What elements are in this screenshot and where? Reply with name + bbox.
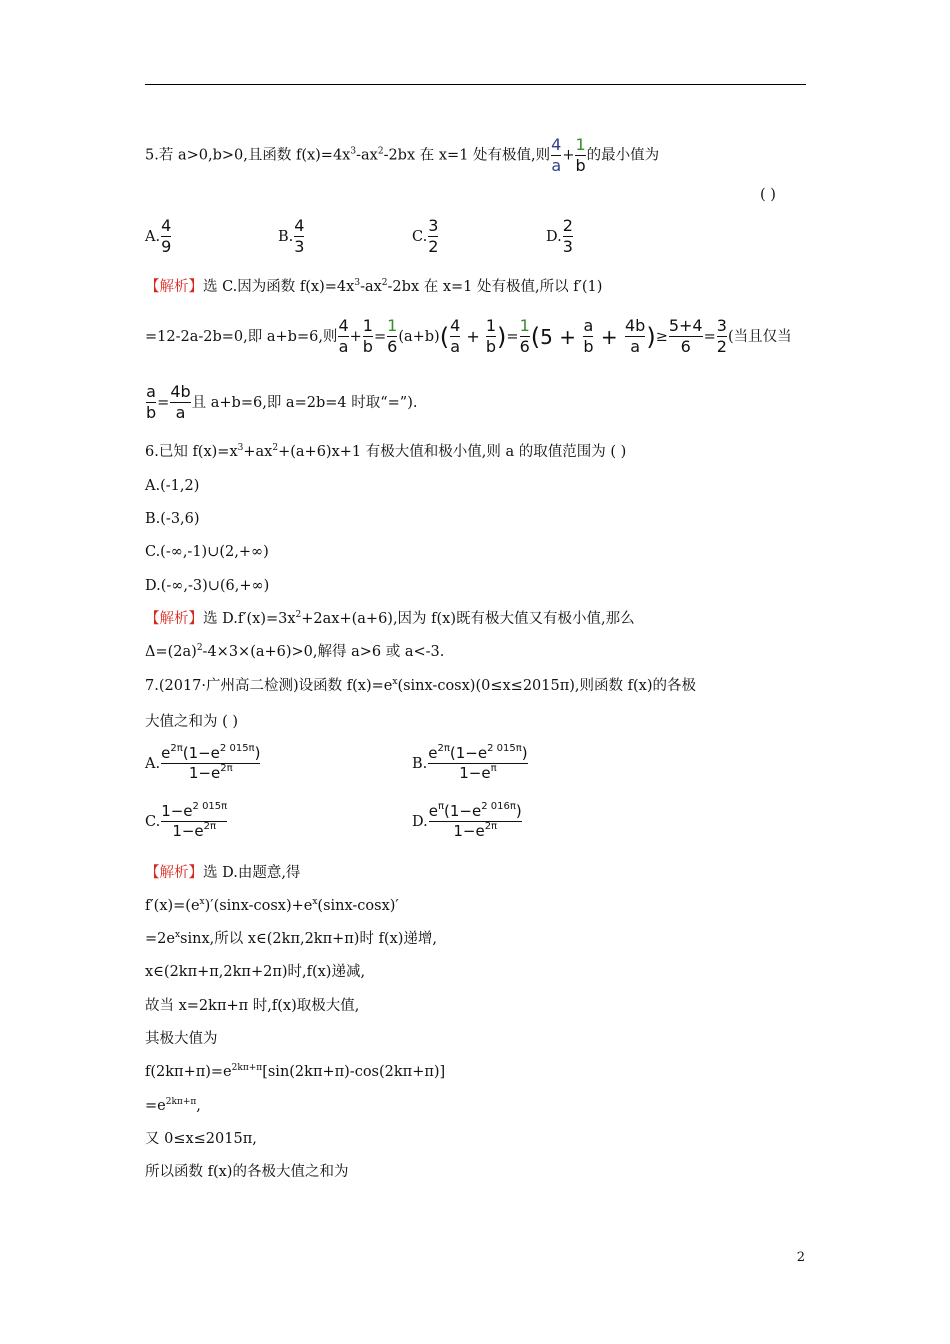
q6-option-b: B.(-3,6) xyxy=(145,511,200,527)
page-number: 2 xyxy=(796,1250,805,1265)
q7-solution-line-5: 其极大值为 xyxy=(145,1031,218,1047)
q7-solution-line-6: $f(2k\pi+\pi)=e^{2k\pi+\pi}[\sin(2k\pi+\pi)-\cos(2k\pi+\pi)]$ xyxy=(145,1063,446,1080)
q7-option-a: A. $\frac{e^{2\pi}(1-e^{2 015\pi})}{1-e^{2\pi}}$ xyxy=(145,743,261,782)
q5-answer-paren: ( ) xyxy=(760,187,776,203)
q5-solution-line-2: =12-2a-2b=0,即 a+b=6,则 $\frac{4}{a}$ + $\frac{1}{b}$ = $\frac{1}{6}$ (a+b) ( $\frac{4}{a}$ + $\frac{1}{b}$ ) = $\frac{1}{6}$ ( 5 + $\frac{a}{b}$ + $\frac{4b}{a}$ ) ≥ $\frac{5+4}{6}$ = $\frac{3}{2}$ (当且仅当 xyxy=(145,316,792,356)
q7-stem-line-1: 7.(2017·广州高二检测)设函数 $f(x)=e^x(\sin x-\cos x)(0\le x\le 2015\pi)$,则函数 f(x)的各极 xyxy=(145,677,696,694)
q7-option-b: B. $\frac{e^{2\pi}(1-e^{2 015\pi})}{1-e^\pi}$ xyxy=(412,743,528,782)
q7-stem-line-2: 大值之和为 ( ) xyxy=(145,714,239,730)
q6-option-c: C.(-∞,-1)∪(2,+∞) xyxy=(145,544,269,560)
q7-solution-line-9: 所以函数 f(x)的各极大值之和为 xyxy=(145,1164,349,1180)
q5-stem: 5.若 a>0,b>0,且函数 $f(x)=4x^3-ax^2-2bx$ 在 x=1 处有极值,则 $\frac{4}{a}$ + $\frac{1}{b}$ 的最小值为 xyxy=(145,135,660,175)
q7-solution-line-4: 故当 x=2kπ+π 时,f(x)取极大值, xyxy=(145,998,360,1014)
q5-option-b: B. $\frac{4}{3}$ xyxy=(278,216,305,256)
q5-option-d: D. $\frac{2}{3}$ xyxy=(546,216,573,256)
q6-option-a: A.(-1,2) xyxy=(145,478,200,494)
solution-tag: 【解析】 xyxy=(145,279,203,295)
q7-solution-line-3: x∈(2kπ+π,2kπ+2π)时,f(x)递减, xyxy=(145,964,366,980)
q5-solution-line-1: 【解析】选 C.因为函数 $f(x)=4x^3-ax^2-2bx$ 在 x=1 处有极值,所以 f′(1) xyxy=(145,278,603,295)
header-rule xyxy=(145,84,806,85)
q7-solution-line-7: $=e^{2k\pi+\pi}$, xyxy=(145,1097,201,1114)
q6-solution-line-1: 【解析】选 $D.f'(x)=3x^2+2ax+(a+6)$,因为 f(x)既有极大值又有极小值,那么 xyxy=(145,610,635,627)
q7-option-d: D. $\frac{e^\pi(1-e^{2 016\pi})}{1-e^{2\pi}}$ xyxy=(412,801,522,840)
q6-solution-line-2: $\Delta=(2a)^2-4\times 3\times(a+6)>0$,解得 a>6 或 a<-3. xyxy=(145,643,445,660)
q6-option-d: D.(-∞,-3)∪(6,+∞) xyxy=(145,578,270,594)
q7-solution-line-8: 又 0≤x≤2015π, xyxy=(145,1131,257,1147)
q6-stem: 6.已知 $f(x)=x^3+ax^2+(a+6)x+1$ 有极大值和极小值,则 a 的取值范围为 ( ) xyxy=(145,443,627,460)
q5-option-a: A. $\frac{4}{9}$ xyxy=(145,216,172,256)
q7-solution-intro: 【解析】选 D.由题意,得 xyxy=(145,865,301,881)
q7-solution-line-1: $f'(x)=(e^x)'(\sin x-\cos x)+e^x(\sin x-\cos x)'$ xyxy=(145,897,399,914)
q7-solution-line-2: $=2e^x\sin x$,所以 x∈(2kπ,2kπ+π)时 f(x)递增, xyxy=(145,930,438,947)
solution-tag: 【解析】 xyxy=(145,611,203,627)
q7-option-c: C. $\frac{1-e^{2 015\pi}}{1-e^{2\pi}}$ xyxy=(145,801,228,840)
solution-tag: 【解析】 xyxy=(145,865,203,881)
fraction-4-over-a: $\frac{4}{a}$ xyxy=(551,135,562,175)
fraction-1-over-b: $\frac{1}{b}$ xyxy=(575,135,586,175)
q5-option-c: C. $\frac{3}{2}$ xyxy=(412,216,439,256)
q5-solution-line-3: $\frac{a}{b}$ = $\frac{4b}{a}$ 且 a+b=6,即 a=2b=4 时取“=”). xyxy=(146,382,418,422)
